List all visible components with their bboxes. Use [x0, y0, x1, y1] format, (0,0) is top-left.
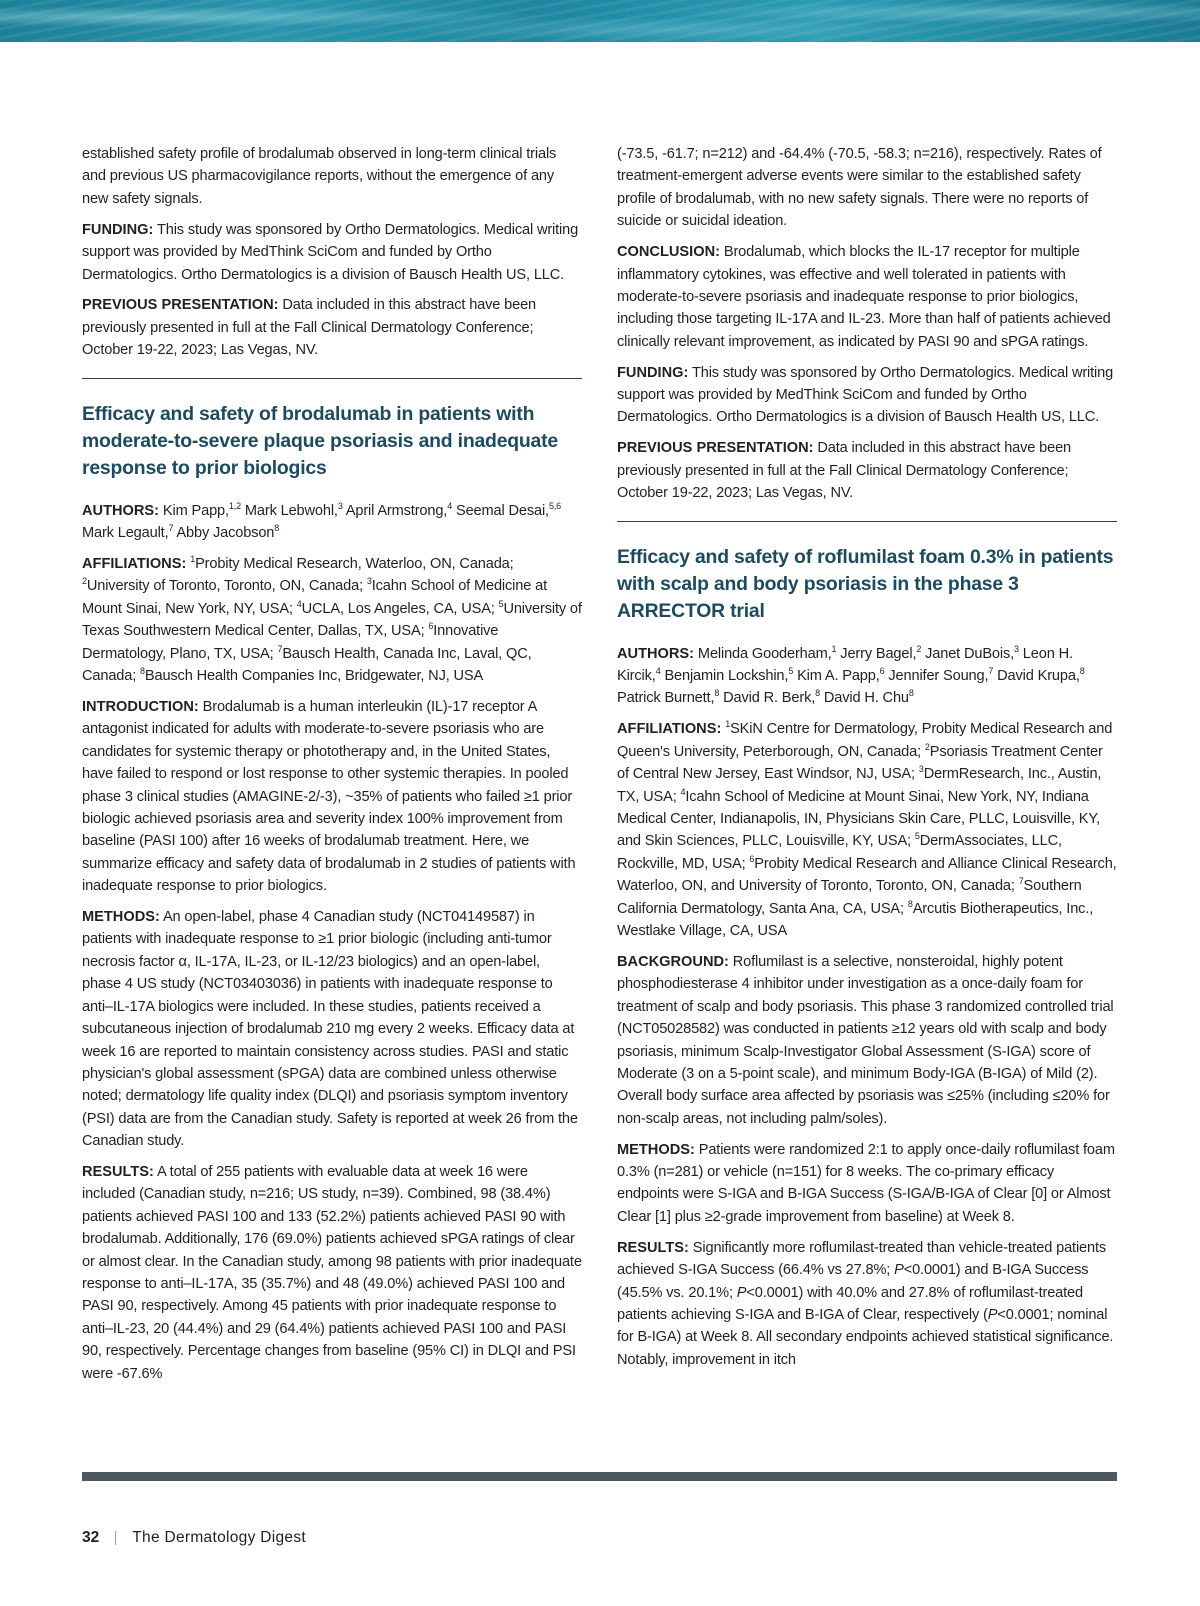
conclusion-label: CONCLUSION: [617, 244, 720, 261]
affiliation: Icahn School of Medicine at Mount Sinai, New York, NY, Indiana Medical Center, Indianapolis, IN, Physicians Skin Care, PLLC, Louisville, KY, and Skin Sciences, PLLC, Louisville, KY, USA; [617, 788, 1100, 850]
funding-paragraph [82, 219, 582, 286]
section-divider [82, 378, 582, 379]
previous-abstract-continuation: established safety profile of brodalumab observed in long-term clinical trials and previous US pharmacovigilance reports, without the emergence of any new safety signals. [82, 146, 557, 207]
author: Mark Lebwohl, [240, 502, 338, 519]
author-superscript: 3 [337, 500, 343, 511]
introduction-label: INTRODUCTION: [82, 698, 199, 715]
funding-label: FUNDING: [82, 221, 154, 238]
affiliation-superscript: 4 [680, 786, 686, 797]
p-value-symbol: P [987, 1306, 998, 1323]
affiliation-superscript: 6 [749, 853, 755, 864]
author-superscript: 5,6 [548, 500, 561, 511]
affiliation: DermResearch, Inc., Austin, TX, USA; [617, 766, 1102, 805]
results-paragraph [82, 1161, 582, 1385]
affiliations-label: AFFILIATIONS: [617, 721, 722, 738]
affiliation-superscript: 5 [498, 598, 504, 609]
author: Kim A. Papp, [793, 668, 880, 684]
affiliation: Icahn School of Medicine at Mount Sinai, New York, NY, USA; [82, 578, 547, 617]
affiliation: UCLA, Los Angeles, CA, USA; [301, 600, 499, 617]
affiliation: University of Toronto, Toronto, ON, Canada; [86, 578, 367, 595]
author: Leon H. Kircik, [617, 645, 1073, 684]
right-column [617, 143, 1117, 1380]
results-text: <0.0001) and B-IGA Success (45.5% vs. 20.1%; [617, 1262, 1089, 1301]
author: Mark Legault, [82, 525, 169, 542]
author-superscript: 4 [447, 500, 453, 511]
page-footer [82, 1528, 306, 1548]
affiliation-superscript: 2 [924, 741, 930, 752]
methods-label: METHODS: [82, 909, 160, 926]
affiliation: Bausch Health, Canada Inc, Laval, QC, Canada; [82, 645, 532, 684]
affiliation: Innovative Dermatology, Plano, TX, USA; [82, 623, 499, 662]
methods-paragraph [617, 1139, 1117, 1229]
author: Seemal Desai, [452, 502, 549, 519]
funding-text: This study was sponsored by Ortho Dermatologics. Medical writing support was provided by MedThink SciCom and funded by Ortho Dermatologics. Ortho Dermatologics is a division of Bausch Health US, LLC. [617, 364, 1114, 426]
introduction-paragraph [82, 696, 582, 898]
previous-presentation-text: Data included in this abstract have been previously presented in full at the Fall Clinical Dermatology Conference; October 19-22, 2023; Las Vegas, NV. [617, 440, 1072, 502]
affiliation-superscript: 6 [428, 621, 434, 632]
author-superscript: 2 [916, 643, 922, 654]
author: David R. Berk, [719, 690, 816, 707]
author: Abby Jacobson [173, 525, 275, 542]
author: Jerry Bagel, [836, 645, 917, 662]
page-number: 32 [82, 1529, 100, 1546]
affiliation: Southern California Dermatology, Santa Ana, CA, USA; [617, 878, 1082, 917]
article-title: Efficacy and safety of roflumilast foam 0.3% in patients with scalp and body psoriasis in the phase 3 ARRECTOR trial [617, 545, 1114, 622]
affiliation: Psoriasis Treatment Center of Central New Jersey, East Windsor, NJ, USA; [617, 743, 1103, 783]
results-label: RESULTS: [617, 1239, 689, 1256]
section-divider [617, 521, 1117, 522]
previous-presentation-label: PREVIOUS PRESENTATION: [82, 297, 279, 314]
affiliation: DermAssociates, LLC, Rockville, MD, USA; [617, 833, 1062, 872]
footer-rule [82, 1472, 1117, 1481]
publication-name: The Dermatology Digest [132, 1529, 306, 1546]
results-text: <0.0001; nominal for B-IGA) at Week 8. All secondary endpoints achieved statistical significance. Notably, improvement in itch [617, 1306, 1114, 1368]
results-continuation: (-73.5, -61.7; n=212) and -64.4% (-70.5, -58.3; n=216), respectively. Rates of treatment-emergent adverse events were similar to the established safety profile of brodalumab, with no new safety signals. There were no reports of suicide or suicidal ideation. [617, 146, 1102, 230]
author-superscript: 7 [988, 666, 994, 677]
affiliation: SKiN Centre for Dermatology, Probity Medical Research and Queen's University, Peterborough, ON, Canada; [617, 721, 1113, 760]
left-column [82, 143, 582, 1394]
affiliation-superscript: 1 [725, 719, 731, 730]
affiliation-superscript: 3 [366, 576, 372, 587]
results-text: <0.0001) with 40.0% and 27.8% of roflumilast-treated patients achieving S-IGA and B-IGA of Clear, respectively ( [617, 1284, 1083, 1323]
background-paragraph [617, 951, 1117, 1130]
author-superscript: 3 [1014, 643, 1019, 654]
author-superscript: 1 [831, 643, 837, 654]
previous-presentation-paragraph [617, 437, 1117, 504]
affiliation: Probity Medical Research and Alliance Clinical Research, Waterloo, ON, and University of Toronto, Toronto, ON, Canada; [617, 855, 1117, 895]
affiliation-superscript: 8 [907, 898, 913, 909]
footer-separator [115, 1531, 116, 1545]
conclusion-text: Brodalumab, which blocks the IL-17 receptor for multiple inflammatory cytokines, was effective and well tolerated in patients with moderate-to-severe psoriasis and inadequate response to prior biologics, including those targeting IL-17A and IL-23. More than half of patients achieved clinically relevant improvement, as indicated by PASI 90 and sPGA ratings. [617, 244, 1111, 350]
author: David H. Chu [819, 690, 909, 707]
author-superscript: 8 [1079, 666, 1085, 677]
author-superscript: 7 [168, 523, 174, 534]
article-title: Efficacy and safety of brodalumab in patients with moderate-to-severe plaque psoriasis and inadequate response to prior biologics [82, 402, 558, 479]
author-superscript: 8 [274, 523, 280, 534]
affiliations-label: AFFILIATIONS: [82, 555, 187, 572]
methods-label: METHODS: [617, 1141, 695, 1158]
results-label: RESULTS: [82, 1164, 154, 1181]
affiliation: Arcutis Biotherapeutics, Inc., Westlake Village, CA, USA [617, 900, 1094, 939]
funding-label: FUNDING: [617, 364, 689, 381]
author: David Krupa, [993, 668, 1080, 684]
author: Patrick Burnett, [617, 690, 715, 707]
author: Melinda Gooderham, [694, 645, 832, 662]
authors-paragraph [82, 500, 582, 545]
affiliations-paragraph [82, 553, 582, 687]
affiliation-superscript: 4 [296, 598, 302, 609]
results-text: Significantly more roflumilast-treated than vehicle-treated patients achieved S-IGA Success (66.4% vs 27.8%; [617, 1239, 1107, 1279]
authors-label: AUTHORS: [82, 502, 160, 519]
author: Jennifer Soung, [884, 668, 989, 684]
affiliation-superscript: 7 [1018, 876, 1024, 887]
author: Benjamin Lockshin, [660, 668, 789, 684]
affiliation-superscript: 3 [918, 764, 924, 775]
author-superscript: 5 [788, 666, 794, 677]
previous-presentation-label: PREVIOUS PRESENTATION: [617, 440, 814, 457]
previous-presentation-text: Data included in this abstract have been previously presented in full at the Fall Clinical Dermatology Conference; October 19-22, 2023; Las Vegas, NV. [82, 297, 537, 359]
author-superscript: 6 [879, 666, 885, 677]
background-label: BACKGROUND: [617, 953, 729, 970]
affiliation-superscript: 8 [140, 666, 145, 677]
author-superscript: 1,2 [228, 500, 241, 511]
author: Janet DuBois, [921, 645, 1015, 662]
affiliation-superscript: 5 [914, 831, 920, 842]
introduction-text: Brodalumab is a human interleukin (IL)-17 receptor A antagonist indicated for adults with moderate-to-severe psoriasis who are candidates for systemic therapy or phototherapy and, in the United States, have failed to respond or lost response to other systemic therapies. In pooled phase 3 clinical studies (AMAGINE-2/-3), ~35% of patients who failed ≥1 prior biologic achieved psoriasis area and severity index 100% improvement from baseline (PASI 100) after 16 weeks of brodalumab treatment. Here, we summarize efficacy and safety data of brodalumab in 2 studies of patients with inadequate response to prior biologics. [82, 698, 576, 895]
results-text: A total of 255 patients with evaluable data at week 16 were included (Canadian study, n=216; US study, n=39). Combined, 98 (38.4%) patients achieved PASI 100 and 133 (52.2%) patients achieved PASI 90 with brodalumab. Additionally, 176 (69.0%) patients achieved sPGA ratings of clear or almost clear. In the Canadian study, among 98 patients with prior inadequate response to anti–IL-17A, 35 (35.7%) and 48 (49.0%) achieved PASI 100 and PASI 90, respectively. Among 45 patients with prior inadequate response to anti–IL-23, 20 (44.4%) and 29 (64.4%) patients achieved PASI 100 and PASI 90, respectively. Percentage changes from baseline (95% CI) in DLQI and PSI were -67.6% [82, 1164, 582, 1382]
author-superscript: 8 [815, 688, 820, 699]
affiliations-paragraph [617, 718, 1117, 942]
funding-text: This study was sponsored by Ortho Dermatologics. Medical writing support was provided by MedThink SciCom and funded by Ortho Dermatologics. Ortho Dermatologics is a division of Bausch Health US, LLC. [82, 221, 579, 283]
author-superscript: 8 [908, 688, 914, 699]
funding-paragraph [617, 362, 1117, 429]
author-superscript: 8 [714, 688, 720, 699]
methods-text: An open-label, phase 4 Canadian study (NCT04149587) in patients with inadequate response to ≥1 prior biologic (including anti-tumor necrosis factor α, IL-17A, IL-23, or IL-12/23 biologics) and an open-label, phase 4 US study (NCT03403036) in patients with inadequate response to anti–IL-17A biologics were included. In these studies, patients received a subcutaneous injection of brodalumab 210 mg every 2 weeks. Efficacy data at week 16 are reported to maintain consistency across studies. PASI and static physician's global assessment (sPGA) data are combined unless otherwise noted; dermatology life quality index (DLQI) and psoriasis symptom inventory (PSI) data are from the Canadian study. Safety is reported at week 26 from the Canadian study. [82, 909, 578, 1150]
affiliation: Bausch Health Companies Inc, Bridgewater, NJ, USA [144, 668, 484, 684]
conclusion-paragraph [617, 241, 1117, 353]
affiliation: Probity Medical Research, Waterloo, ON, Canada; [195, 555, 514, 572]
p-value-symbol: P [736, 1284, 747, 1301]
methods-text: Patients were randomized 2:1 to apply once-daily roflumilast foam 0.3% (n=281) or vehicle (n=151) for 8 weeks. The co-primary efficacy endpoints were S-IGA and B-IGA Success (S-IGA/B-IGA of Clear [0] or Almost Clear [1] plus ≥2-grade improvement from baseline) at Week 8. [617, 1141, 1115, 1225]
author-superscript: 4 [655, 666, 661, 677]
author: Kim Papp, [159, 502, 229, 519]
banner-texture [0, 0, 1200, 42]
affiliation-superscript: 1 [190, 554, 196, 565]
p-value-symbol: P [894, 1262, 904, 1279]
results-paragraph [617, 1237, 1117, 1371]
header-banner [0, 0, 1200, 42]
authors-label: AUTHORS: [617, 645, 695, 662]
methods-paragraph [82, 906, 582, 1152]
previous-presentation-paragraph [82, 294, 582, 361]
affiliation: University of Texas Southwestern Medical Center, Dallas, TX, USA; [82, 600, 582, 640]
background-text: Roflumilast is a selective, nonsteroidal, highly potent phosphodiesterase 4 inhibitor under investigation as a once-daily foam for treatment of scalp and body psoriasis. This phase 3 randomized controlled trial (NCT05028582) was conducted in patients ≥12 years old with scalp and body psoriasis, minimum Scalp-Investigator Global Assessment (S-IGA) score of Moderate (3 on a 5-point scale), and minimum Body-IGA (B-IGA) of Mild (2). Overall body surface area affected by psoriasis was ≤25% (including ≤20% for non-scalp areas, not including palm/soles). [617, 953, 1114, 1127]
authors-paragraph [617, 643, 1117, 710]
author: April Armstrong, [342, 502, 448, 519]
affiliation-superscript: 2 [82, 576, 87, 587]
affiliation-superscript: 7 [277, 643, 283, 654]
